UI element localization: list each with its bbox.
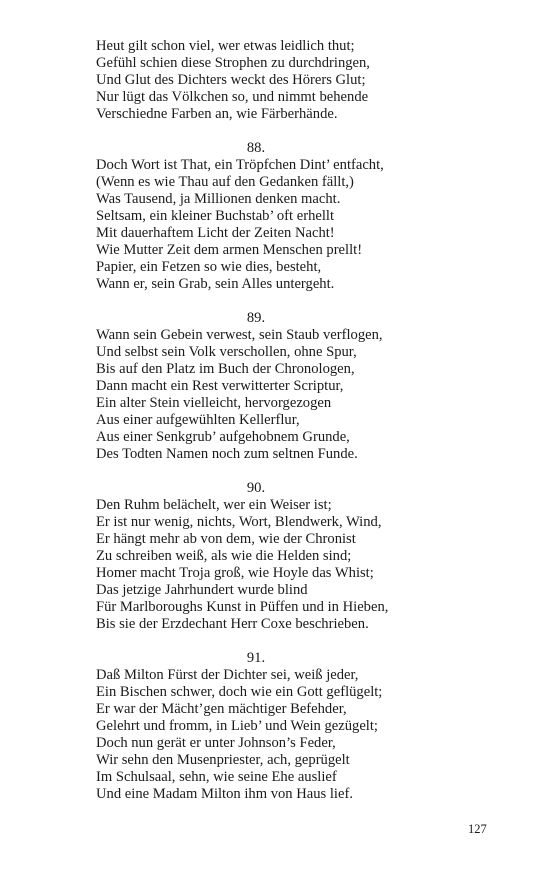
stanza-number: 88. [246, 140, 266, 156]
verse-line: Im Schulsaal, sehn, wie seine Ehe auslief [96, 769, 337, 785]
verse-line: Und Glut des Dichters weckt des Hörers Glut; [96, 72, 366, 88]
verse-line: Daß Milton Fürst der Dichter sei, weiß jeder, [96, 667, 359, 683]
verse-line: Und eine Madam Milton ihm von Haus lief. [96, 786, 353, 802]
verse-line: Bis auf den Platz im Buch der Chronologen, [96, 361, 355, 377]
stanza-gap [96, 633, 516, 650]
verse-line: Doch nun gerät er unter Johnson’s Feder, [96, 735, 336, 751]
verse-line: Er war der Mächt’gen mächtiger Befehder, [96, 701, 347, 717]
verse-line: Aus einer aufgewühlten Kellerflur, [96, 412, 300, 428]
verse-line: Des Todten Namen noch zum seltnen Funde. [96, 446, 358, 462]
stanza-91 [96, 650, 516, 803]
verse-line: Er ist nur wenig, nichts, Wort, Blendwerk, Wind, [96, 514, 382, 530]
stanza-89 [96, 310, 516, 463]
verse-line: Bis sie der Erzdechant Herr Coxe beschrieben. [96, 616, 369, 632]
verse-line: Dann macht ein Rest verwitterter Scriptur, [96, 378, 344, 394]
stanza-continuation [96, 38, 516, 123]
page-number: 127 [468, 822, 487, 836]
stanza-number: 89. [246, 310, 266, 326]
stanza-88 [96, 140, 516, 293]
verse-line: Das jetzige Jahrhundert wurde blind [96, 582, 308, 598]
verse-line: Mit dauerhaftem Licht der Zeiten Nacht! [96, 225, 335, 241]
verse-line: Homer macht Troja groß, wie Hoyle das Whist; [96, 565, 374, 581]
verse-line: Verschiedne Farben an, wie Färberhände. [96, 106, 338, 122]
verse-line: Heut gilt schon viel, wer etwas leidlich thut; [96, 38, 355, 54]
verse-line: Was Tausend, ja Millionen denken macht. [96, 191, 341, 207]
verse-line: Und selbst sein Volk verschollen, ohne Spur, [96, 344, 357, 360]
stanza-gap [96, 293, 516, 310]
stanza-gap [96, 463, 516, 480]
verse-line: Seltsam, ein kleiner Buchstab’ oft erhellt [96, 208, 335, 224]
verse-line: (Wenn es wie Thau auf den Gedanken fällt,) [96, 174, 354, 190]
stanza-number: 91. [246, 650, 266, 666]
verse-line: Er hängt mehr ab von dem, wie der Chronist [96, 531, 356, 547]
verse-line: Aus einer Senkgrub’ aufgehobnem Grunde, [96, 429, 350, 445]
stanza-90 [96, 480, 516, 633]
verse-line: Wir sehn den Musenpriester, ach, geprügelt [96, 752, 350, 768]
verse-line: Papier, ein Fetzen so wie dies, besteht, [96, 259, 322, 275]
verse-line: Gefühl schien diese Strophen zu durchdringen, [96, 55, 370, 71]
stanza-gap [96, 123, 516, 140]
verse-line: Den Ruhm belächelt, wer ein Weiser ist; [96, 497, 332, 513]
verse-line: Wie Mutter Zeit dem armen Menschen prellt! [96, 242, 363, 258]
verse-line: Gelehrt und fromm, in Lieb’ und Wein gezügelt; [96, 718, 378, 734]
verse-line: Für Marlboroughs Kunst in Püffen und in Hieben, [96, 599, 389, 615]
poem-text [96, 38, 516, 803]
verse-line: Nur lügt das Völkchen so, und nimmt behende [96, 89, 369, 105]
verse-line: Ein Bischen schwer, doch wie ein Gott geflügelt; [96, 684, 383, 700]
stanza-number: 90. [246, 480, 266, 496]
verse-line: Ein alter Stein vielleicht, hervorgezogen [96, 395, 332, 411]
verse-line: Wann sein Gebein verwest, sein Staub verflogen, [96, 327, 383, 343]
verse-line: Zu schreiben weiß, als wie die Helden sind; [96, 548, 352, 564]
verse-line: Wann er, sein Grab, sein Alles untergeht. [96, 276, 335, 292]
verse-line: Doch Wort ist That, ein Tröpfchen Dint’ entfacht, [96, 157, 384, 173]
